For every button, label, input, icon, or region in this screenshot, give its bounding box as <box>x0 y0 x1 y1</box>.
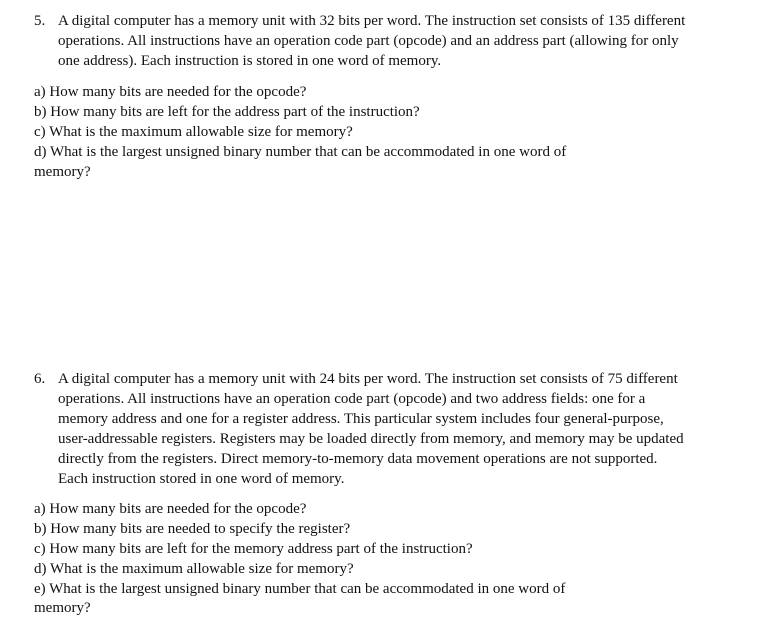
problem-number: 6. <box>34 371 46 387</box>
question-line: memory? <box>34 164 91 180</box>
question-line: c) What is the maximum allowable size for memory? <box>34 124 353 140</box>
question-line: b) How many bits are needed to specify the register? <box>34 521 351 537</box>
question-line: e) What is the largest unsigned binary number that can be accommodated in one word of <box>34 581 566 597</box>
question-line: d) What is the largest unsigned binary number that can be accommodated in one word of <box>34 144 567 160</box>
statement-line: A digital computer has a memory unit with 24 bits per word. The instruction set consists of 75 different <box>58 371 678 387</box>
question-line: a) How many bits are needed for the opcode? <box>34 84 307 100</box>
problem-number: 5. <box>34 13 46 29</box>
question-line: a) How many bits are needed for the opcode? <box>34 501 307 517</box>
statement-line: A digital computer has a memory unit with 32 bits per word. The instruction set consists of 135 different <box>58 13 686 29</box>
question-line: b) How many bits are left for the address part of the instruction? <box>34 104 420 120</box>
statement-line: directly from the registers. Direct memory-to-memory data movement operations are not supported. <box>58 451 658 467</box>
statement-line: Each instruction stored in one word of memory. <box>58 471 345 487</box>
question-line: memory? <box>34 600 91 616</box>
statement-line: memory address and one for a register address. This particular system includes four general-purpose, <box>58 411 664 427</box>
question-line: c) How many bits are left for the memory address part of the instruction? <box>34 541 473 557</box>
statement-line: operations. All instructions have an operation code part (opcode) and an address part (allowing for only <box>58 33 679 49</box>
statement-line: one address). Each instruction is stored in one word of memory. <box>58 53 442 69</box>
statement-line: operations. All instructions have an operation code part (opcode) and two address fields: one for a <box>58 391 646 407</box>
question-line: d) What is the maximum allowable size for memory? <box>34 561 354 577</box>
statement-line: user-addressable registers. Registers may be loaded directly from memory, and memory may be updated <box>58 431 684 447</box>
